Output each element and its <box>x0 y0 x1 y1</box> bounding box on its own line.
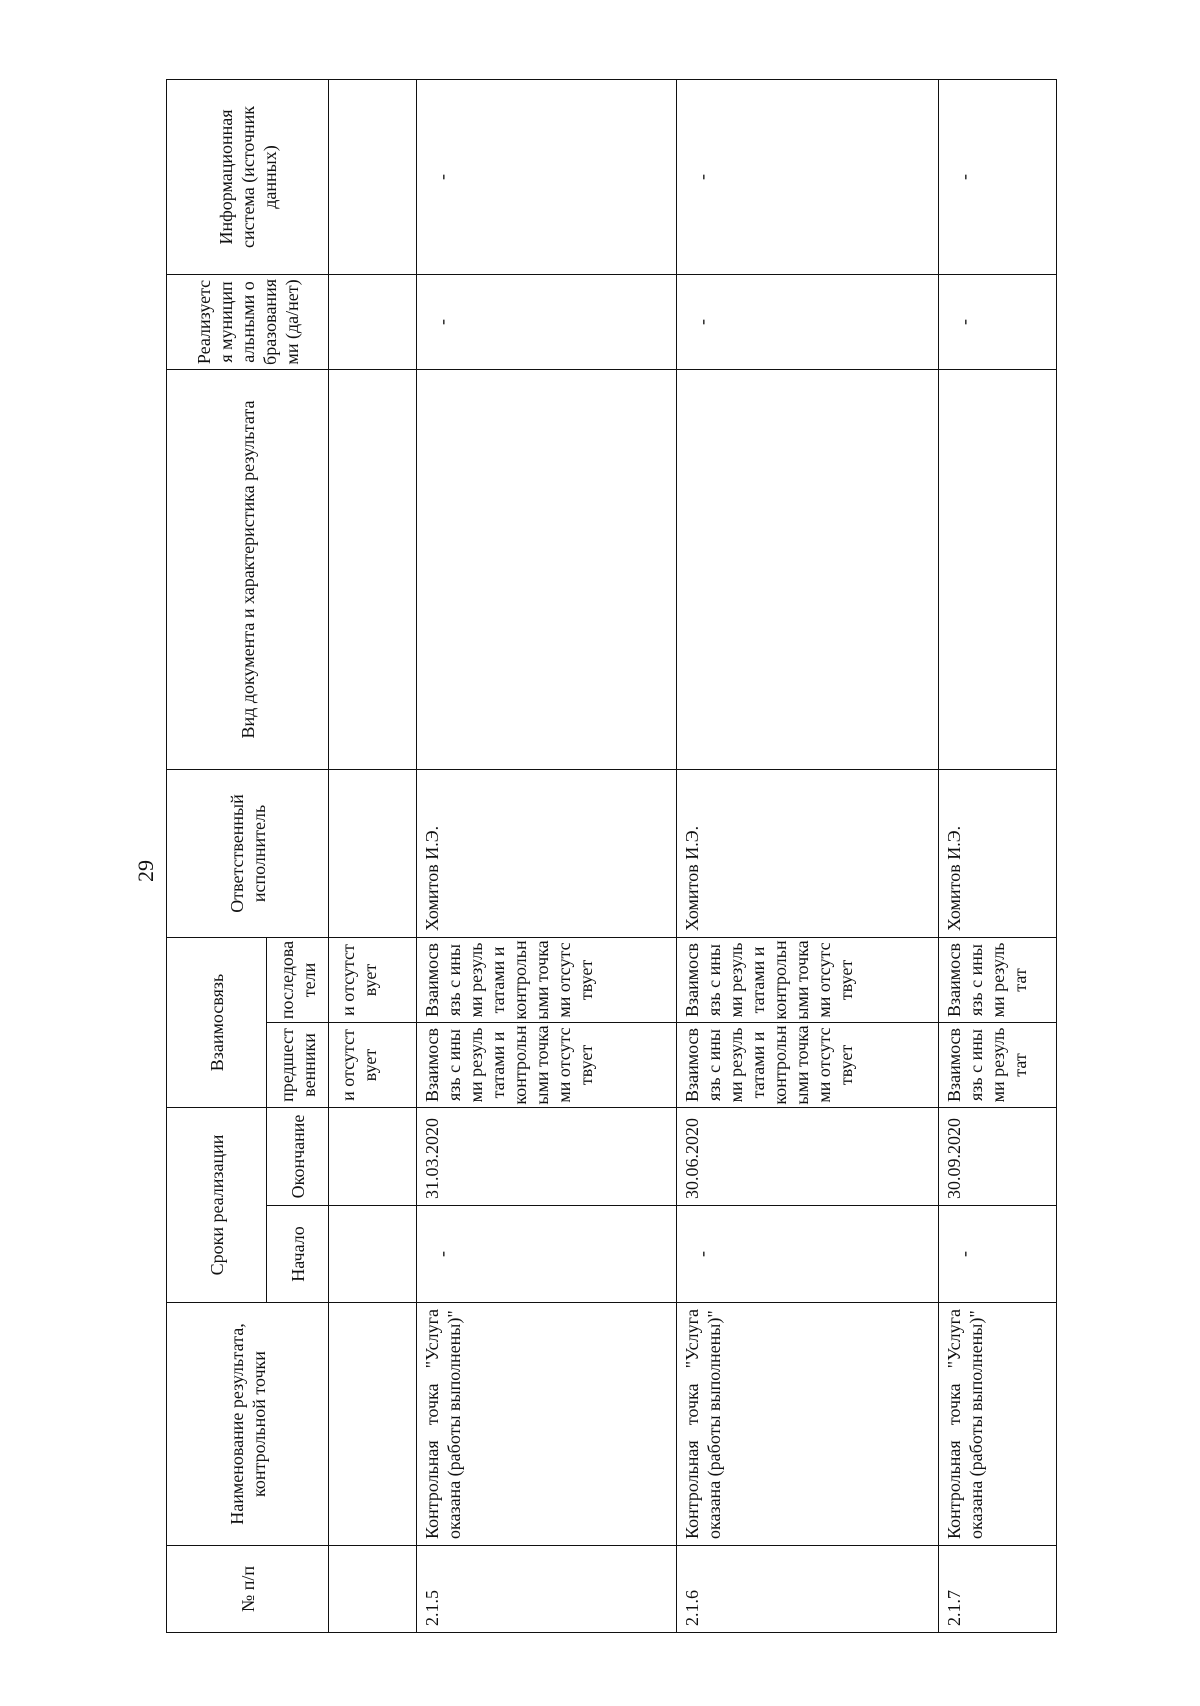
header-end: Окончание <box>267 1107 329 1205</box>
table-row-2-1-7 <box>939 79 1057 1632</box>
row-name: Контрольная точка "Услуга оказана (работы выполнены)" <box>417 1303 677 1546</box>
header-name: Наименование результата, контрольной точки <box>167 1303 329 1546</box>
row-responsible: Хомитов И.Э. <box>417 769 677 937</box>
row-responsible: Хомитов И.Э. <box>939 769 1057 937</box>
row-successors: Взаимосвязь с иными результатами и контрольными точками отсутствует <box>677 937 939 1022</box>
table-row-2-1-6 <box>677 79 939 1632</box>
row-name: Контрольная точка "Услуга оказана (работы выполнены)" <box>939 1303 1057 1546</box>
row-info-system: - <box>677 79 939 274</box>
header-predecessors: предшественники <box>267 1022 329 1107</box>
row-num: 2.1.6 <box>677 1546 939 1633</box>
row-info-system: - <box>417 79 677 274</box>
row-predecessors: Взаимосвязь с иными результат <box>939 1022 1057 1107</box>
results-table <box>166 79 1057 1633</box>
cont-name <box>329 1303 417 1546</box>
row-num: 2.1.5 <box>417 1546 677 1633</box>
row-responsible: Хомитов И.Э. <box>677 769 939 937</box>
row-end: 30.09.2020 <box>939 1107 1057 1205</box>
header-row-top <box>167 79 267 1632</box>
cont-doc-type <box>329 369 417 769</box>
row-successors: Взаимосвязь с иными результатами и контрольными точками отсутствует <box>417 937 677 1022</box>
cont-responsible <box>329 769 417 937</box>
rotated-table-sheet <box>166 80 1100 1633</box>
continuation-row <box>329 79 417 1632</box>
row-start: - <box>677 1206 939 1303</box>
cont-end <box>329 1107 417 1205</box>
cont-info-system <box>329 79 417 274</box>
row-successors: Взаимосвязь с иными результат <box>939 937 1057 1022</box>
cont-successors: и отсутствует <box>329 937 417 1022</box>
row-info-system: - <box>939 79 1057 274</box>
row-end: 30.06.2020 <box>677 1107 939 1205</box>
table-row-2-1-5 <box>417 79 677 1632</box>
header-start: Начало <box>267 1206 329 1303</box>
row-predecessors: Взаимосвязь с иными результатами и контрольными точками отсутствует <box>417 1022 677 1107</box>
header-doc-type: Вид документа и характеристика результата <box>167 369 329 769</box>
row-doc-type <box>677 369 939 769</box>
header-terms: Сроки реализации <box>167 1107 267 1302</box>
table-rotation-frame <box>166 80 1100 1633</box>
row-num: 2.1.7 <box>939 1546 1057 1633</box>
row-end: 31.03.2020 <box>417 1107 677 1205</box>
header-responsible: Ответственный исполнитель <box>167 769 329 937</box>
row-predecessors: Взаимосвязь с иными результатами и контрольными точками отсутствует <box>677 1022 939 1107</box>
cont-predecessors: и отсутствует <box>329 1022 417 1107</box>
row-doc-type <box>417 369 677 769</box>
header-relation: Взаимосвязь <box>167 937 267 1107</box>
header-num: № п/п <box>167 1546 329 1633</box>
header-info-system: Информационная система (источник данных) <box>167 79 329 274</box>
row-municipal: - <box>417 274 677 369</box>
row-name: Контрольная точка "Услуга оказана (работы выполнены)" <box>677 1303 939 1546</box>
row-doc-type <box>939 369 1057 769</box>
page-number: 29 <box>133 860 158 882</box>
row-municipal: - <box>677 274 939 369</box>
row-start: - <box>939 1206 1057 1303</box>
row-municipal: - <box>939 274 1057 369</box>
cont-start <box>329 1206 417 1303</box>
row-start: - <box>417 1206 677 1303</box>
cont-municipal <box>329 274 417 369</box>
header-successors: последователи <box>267 937 329 1022</box>
cont-num <box>329 1546 417 1633</box>
header-municipal: Реализуется муниципальными образованиями (да/нет) <box>167 274 329 369</box>
